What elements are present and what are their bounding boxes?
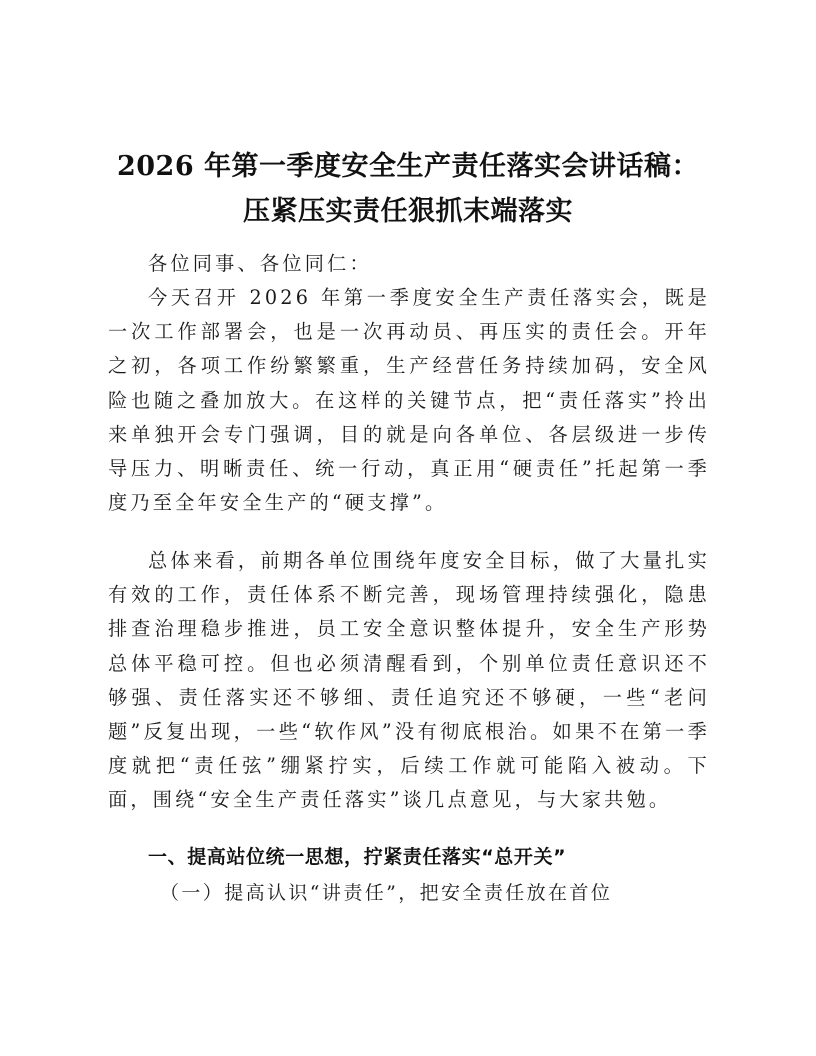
paragraph-overview: 总体来看，前期各单位围绕年度安全目标，做了大量扎实有效的工作，责任体系不断完善，现场管理持续强化，隐患排查治理稳步推进，员工安全意识整体提升，安全生产形势总体平稳可控。但也必须清醒看到，个别单位责任意识还不够强、责任落实还不够细、责任追究还不够硬，一些“老问题”反复出现，一些“软作风”没有彻底根治。如果不在第一季度就把“责任弦”绷紧拧实，后续工作就可能陷入被动。下面，围绕“安全生产责任落实”谈几点意见，与大家共勉。: [108, 549, 710, 812]
paragraph-opening: 今天召开 2026 年第一季度安全生产责任落实会，既是一次工作部署会，也是一次再动员、再压实的责任会。开年之初，各项工作纷繁繁重，生产经营任务持续加码，安全风险也随之叠加放大。在这样的关键节点，把“责任落实”拎出来单独开会专门强调，目的就是向各单位、各层级进一步传导压力、明晰责任、统一行动，真正用“硬责任”托起第一季度乃至全年安全生产的“硬支撑”。: [108, 286, 710, 515]
document-title-line-1: 2026 年第一季度安全生产责任落实会讲话稿：: [116, 151, 700, 182]
salutation: 各位同事、各位同仁：: [148, 252, 372, 275]
document-title-line-2: 压紧压实责任狠抓末端落实: [243, 196, 573, 227]
section-heading-1: 一、提高站位统一思想，拧紧责任落实“总开关”: [148, 846, 567, 868]
subsection-heading-1: （一）提高认识“讲责任”，把安全责任放在首位: [160, 882, 613, 904]
